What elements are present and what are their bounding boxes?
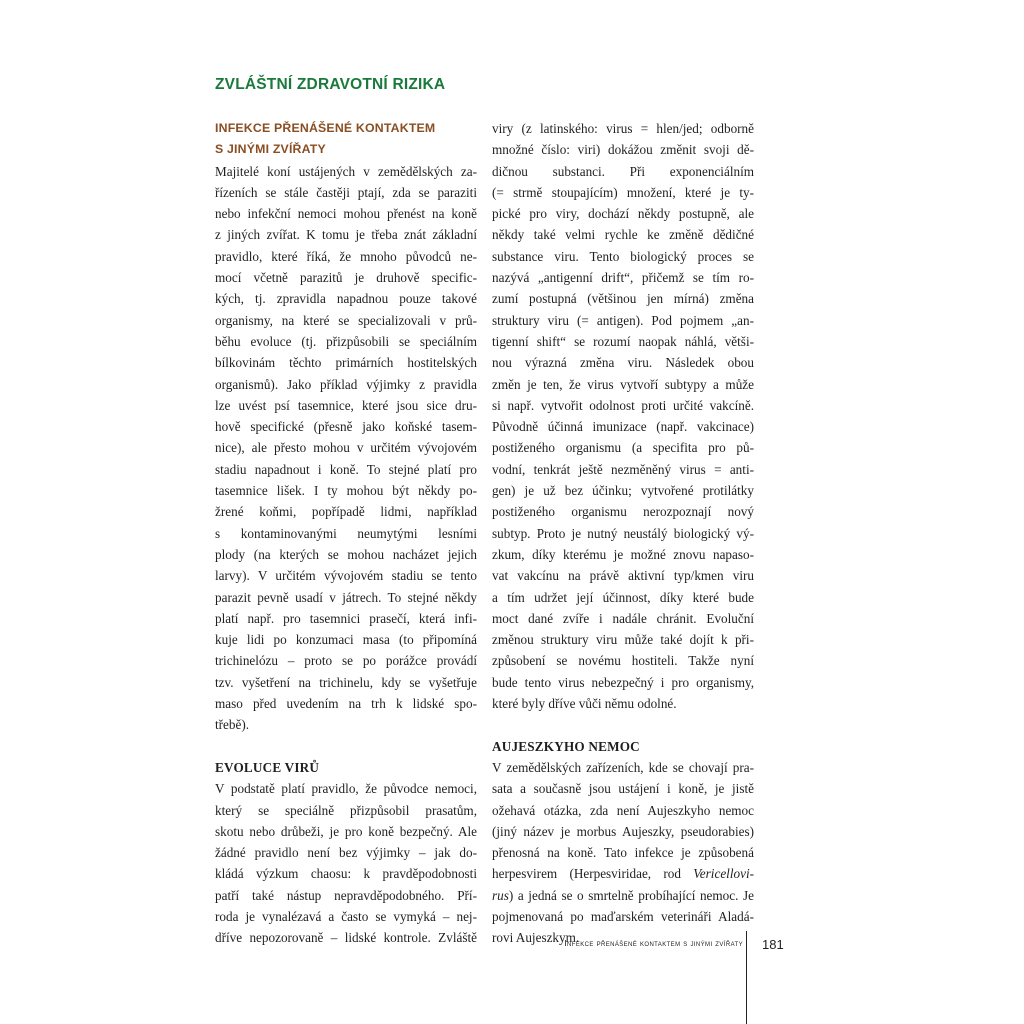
text-line: V zemědělských zařízeních, kde se chovají pra- <box>492 759 754 775</box>
text-line: kých, tj. zpravidla napadnou pouze takové <box>215 291 477 307</box>
text-line: trichinelózu – proto se po porážce provádí <box>215 653 477 669</box>
text-line: viry (z latinského: virus = hlen/jed; odborně <box>492 121 754 136</box>
text-line: skotu nebo drůbeži, je pro koně bezpečný. Ale <box>215 823 477 839</box>
text-line: mocí včetně parazitů je druhově specific- <box>215 270 477 286</box>
heading-infekce-line-2: S JINÝMI ZVÍŘATY <box>215 142 326 157</box>
text-line: vat vakcínu na právě aktivní typ/kmen viru <box>492 568 754 584</box>
text-line: a tím udržet její účinnost, díky které bude <box>492 589 754 605</box>
text-line: moct dané zvíře i nadále chránit. Evoluční <box>492 610 754 626</box>
text-line: zumí postupná (většinou jen mírná) změna <box>492 291 754 307</box>
text-line: gen) je už bez účinku; vytvořené protilátky <box>492 483 754 499</box>
text-line: běhu evoluce (tj. přizpůsobili se speciálním <box>215 333 477 349</box>
text-line: Majitelé koní ustájených v zemědělských za- <box>215 163 477 179</box>
text-line: z jiných zvířat. K tomu je třeba znát základní <box>215 227 477 243</box>
text-line: nice), ale přesto mohou v určitém vývojovém <box>215 440 477 456</box>
text-line: ožehavá otázka, zda není Aujeszkyho nemoc <box>492 802 754 818</box>
text-line: řízeních se stále častěji ptají, zda se paraziti <box>215 184 477 200</box>
text-line: množné číslo: viri) dokážou změnit svoji dě- <box>492 142 754 158</box>
text-line: organismy, na které se specializovali v prů- <box>215 312 477 328</box>
text-line: nazývá „antigenní drift“, přičemž se tím ro- <box>492 270 754 286</box>
text-line: dičnou substanci. Při exponenciálním <box>492 163 754 179</box>
heading-aujeszkyho-nemoc: AUJESZKYHO NEMOC <box>492 738 640 754</box>
text-line: platí např. pro tasemnici prasečí, která infi- <box>215 610 477 626</box>
right-column <box>492 118 754 949</box>
footer-divider <box>746 931 747 1024</box>
text-line: dříve nepozorovaně – lidské kontrole. Zvláště <box>215 930 477 946</box>
text-line: stadiu napadnout i koně. To stejné platí pro <box>215 461 477 477</box>
text-line: struktury viru (= antigen). Pod pojmem „an- <box>492 312 754 328</box>
text-line: který se speciálně přizpůsobil prasatům, <box>215 802 477 818</box>
text-line: rovi Aujeszkym. <box>492 930 580 946</box>
text-line: subtyp. Proto je nutný neustálý biologický vý- <box>492 525 754 541</box>
text-line: třebě). <box>215 717 250 733</box>
text-line: které byly dříve vůči němu odolné. <box>492 696 677 712</box>
text-line: (= strmě stoupajícím) množení, které je ty- <box>492 184 754 200</box>
text-line: V podstatě platí pravidlo, že původce nemoci, <box>215 781 477 797</box>
spacer <box>492 714 754 735</box>
text-line: rus) a jedná se o smrtelně probíhající nemoc. Je <box>492 887 754 903</box>
text-line: zkum, díky kterému je možné znovu napaso- <box>492 546 754 562</box>
section-title: ZVLÁŠTNÍ ZDRAVOTNÍ RIZIKA <box>215 76 446 93</box>
text-line: tigenní shift“ se rozumí naopak náhlá, větši- <box>492 333 754 349</box>
text-line: přenosná na koně. Tato infekce je způsobená <box>492 845 754 861</box>
paragraph-evoluce-continued <box>492 118 754 714</box>
text-line: tzv. vyšetření na trichinelu, kdy se vyšetřuje <box>215 674 477 690</box>
text-line: lze uvést psí tasemnice, které jsou sice dru- <box>215 397 477 413</box>
text-line: roda je vynalézavá a často se vymyká – nej- <box>215 908 477 924</box>
text-line: sata a současně jsou ustájení i koně, je jistě <box>492 781 754 797</box>
text-line: tasemnice lišek. I ty mohou být někdy po- <box>215 483 477 499</box>
text-line: změnou struktury viru může také dojít k při- <box>492 632 754 648</box>
paragraph-evoluce <box>215 778 477 948</box>
paragraph-infekce <box>215 161 477 736</box>
text-line: s kontaminovanými neumytými lesními <box>215 525 477 541</box>
text-line: žrené koňmi, popřípadě lidmi, například <box>215 504 477 520</box>
text-line: pravidlo, které říká, že mnoho původců ne- <box>215 248 477 264</box>
text-line: herpesvirem (Herpesviridae, rod Vericellovi- <box>492 866 754 882</box>
text-line: organismů). Jako příklad výjimky z pravidla <box>215 376 477 392</box>
text-line: bílkovinám těchto primárních hostitelských <box>215 355 477 371</box>
text-line: si např. vytvořit odolnost proti určité vakcíně. <box>492 397 754 413</box>
text-line: Původně účinná imunizace (např. vakcinace) <box>492 419 754 435</box>
text-line: pické pro viry, dochází někdy postupně, ale <box>492 206 754 222</box>
text-line: larvy). V určitém vývojovém stadiu se tento <box>215 568 477 584</box>
text-line: kuje lidi po konzumaci masa (to připomíná <box>215 632 477 648</box>
heading-infekce-line-1: INFEKCE PŘENÁŠENÉ KONTAKTEM <box>215 121 436 135</box>
text-line: způsobení se novému hostiteli. Takže nyní <box>492 653 754 669</box>
text-line: vodní, tenkrát ještě nezměněný virus = anti- <box>492 461 754 477</box>
text-line: pojmenovaná po maďarském veterináři Aladá- <box>492 908 754 924</box>
text-line: žádné pravidlo není bez výjimky – jak do- <box>215 845 477 861</box>
spacer <box>215 736 477 757</box>
text-line: (jiný název je morbus Aujeszky, pseudorabies) <box>492 823 754 839</box>
text-line: změn je ten, že virus vytvoří subtypy a může <box>492 376 754 392</box>
heading-evoluce-viru: EVOLUCE VIRŮ <box>215 759 320 775</box>
text-line: postiženého organismu nerozpoznají nový <box>492 504 754 520</box>
text-line: nebo infekční nemoci mohou přenést na koně <box>215 206 477 222</box>
page-number: 181 <box>762 937 784 952</box>
text-line: kládá výzkum chaosu: k pravděpodobnosti <box>215 866 477 882</box>
text-line: někdy také velmi rychle ke změně dědičné <box>492 227 754 243</box>
text-line: postiženého organismu (a specifita pro pů- <box>492 440 754 456</box>
running-footer-title: Infekce přenášené kontaktem s jinými zvířaty <box>564 938 743 948</box>
paragraph-aujeszkyho <box>492 757 754 949</box>
text-line: plody (na kterých se mohou nacházet jejich <box>215 546 477 562</box>
text-line: nou výrazná změna viru. Následek obou <box>492 355 754 371</box>
text-line: bude tento virus nebezpečný i pro organismy, <box>492 674 754 690</box>
left-column <box>215 118 477 949</box>
text-line: parazit pevně usadí v játrech. To stejné někdy <box>215 589 477 605</box>
text-line: maso před uvedením na trh k lidské spo- <box>215 696 477 712</box>
text-line: hově specifické (přesně jako koňské tasem- <box>215 419 477 435</box>
text-line: patří také nástup nepravděpodobného. Pří- <box>215 887 477 903</box>
text-line: substance viru. Tento biologický proces se <box>492 248 754 264</box>
